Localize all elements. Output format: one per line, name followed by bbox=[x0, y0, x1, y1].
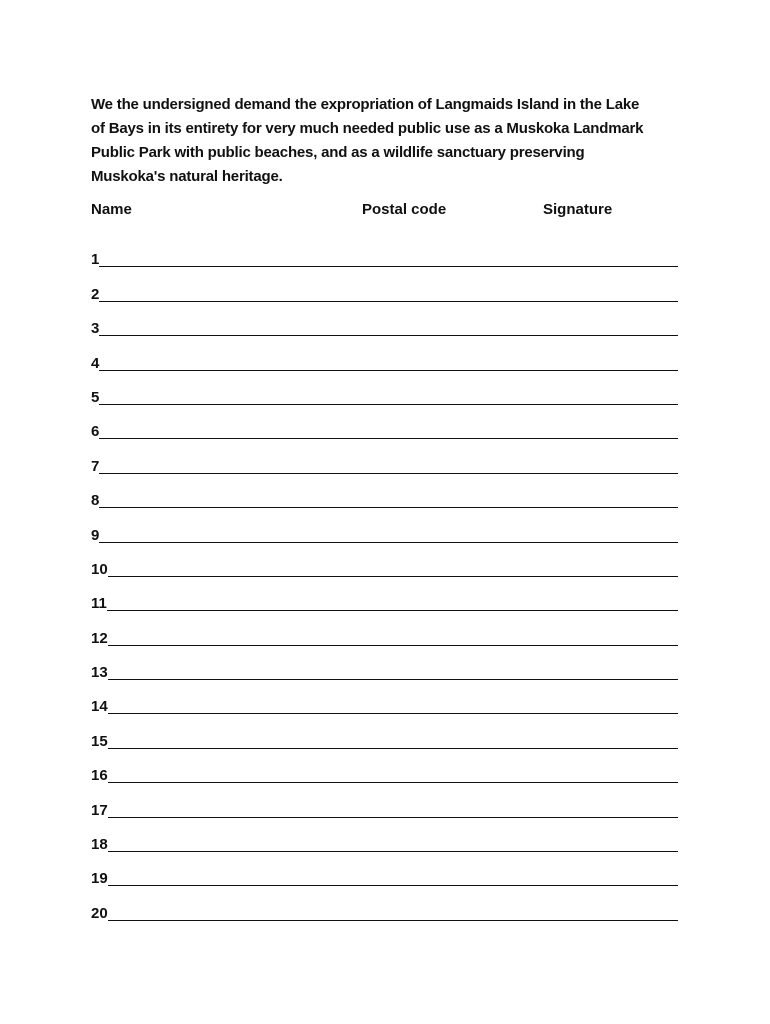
petition-statement-line: Muskoka's natural heritage. bbox=[91, 168, 283, 185]
signature-line-field[interactable] bbox=[107, 594, 678, 611]
signature-line-field[interactable] bbox=[108, 801, 678, 818]
signature-row bbox=[91, 477, 681, 511]
row-number: 4 bbox=[91, 354, 100, 372]
signature-row bbox=[91, 752, 681, 786]
signature-line-field[interactable] bbox=[99, 354, 678, 371]
column-header-name: Name bbox=[91, 201, 132, 218]
signature-row bbox=[91, 683, 681, 717]
signature-row bbox=[91, 305, 681, 339]
signature-line-field[interactable] bbox=[108, 663, 678, 680]
row-number: 10 bbox=[91, 560, 108, 578]
row-number: 1 bbox=[91, 251, 100, 269]
signature-row bbox=[91, 717, 681, 751]
signature-row bbox=[91, 580, 681, 614]
signature-line-field[interactable] bbox=[108, 560, 678, 577]
row-number: 14 bbox=[91, 698, 108, 716]
row-number: 9 bbox=[91, 526, 100, 544]
signature-row bbox=[91, 786, 681, 820]
petition-statement bbox=[91, 93, 691, 189]
row-number: 12 bbox=[91, 629, 108, 647]
signature-line-field[interactable] bbox=[108, 869, 678, 886]
signature-line-field[interactable] bbox=[108, 835, 678, 852]
signature-row bbox=[91, 614, 681, 648]
row-number: 8 bbox=[91, 492, 100, 510]
signature-row bbox=[91, 374, 681, 408]
signature-line-field[interactable] bbox=[108, 732, 678, 749]
row-number: 11 bbox=[91, 595, 107, 613]
row-number: 19 bbox=[91, 870, 108, 888]
signature-row bbox=[91, 855, 681, 889]
row-number: 7 bbox=[91, 457, 100, 475]
signature-row bbox=[91, 408, 681, 442]
signature-rows bbox=[91, 236, 681, 924]
signature-row bbox=[91, 339, 681, 373]
row-number: 16 bbox=[91, 767, 108, 785]
row-number: 18 bbox=[91, 836, 108, 854]
signature-line-field[interactable] bbox=[99, 388, 678, 405]
signature-row bbox=[91, 236, 681, 270]
column-header-signature: Signature bbox=[543, 201, 613, 218]
signature-line-field[interactable] bbox=[99, 491, 678, 508]
signature-line-field[interactable] bbox=[99, 526, 678, 543]
signature-line-field[interactable] bbox=[108, 629, 678, 646]
signature-row bbox=[91, 442, 681, 476]
signature-row bbox=[91, 889, 681, 923]
signature-row bbox=[91, 649, 681, 683]
row-number: 20 bbox=[91, 904, 108, 922]
signature-line-field[interactable] bbox=[108, 697, 678, 714]
signature-line-field[interactable] bbox=[108, 766, 678, 783]
signature-line-field[interactable] bbox=[99, 319, 678, 336]
row-number: 2 bbox=[91, 285, 100, 303]
petition-statement-line: Public Park with public beaches, and as a wildlife sanctuary preserving bbox=[91, 144, 585, 161]
signature-row bbox=[91, 821, 681, 855]
signature-line-field[interactable] bbox=[99, 285, 678, 302]
signature-row bbox=[91, 270, 681, 304]
signature-row bbox=[91, 546, 681, 580]
signature-row bbox=[91, 511, 681, 545]
row-number: 6 bbox=[91, 423, 100, 441]
row-number: 15 bbox=[91, 732, 108, 750]
row-number: 5 bbox=[91, 388, 100, 406]
petition-statement-line: We the undersigned demand the expropriation of Langmaids Island in the Lake bbox=[91, 96, 640, 113]
row-number: 13 bbox=[91, 664, 108, 682]
signature-line-field[interactable] bbox=[99, 457, 678, 474]
row-number: 3 bbox=[91, 320, 100, 338]
signature-line-field[interactable] bbox=[99, 250, 678, 267]
petition-statement-line: of Bays in its entirety for very much needed public use as a Muskoka Landmark bbox=[91, 120, 644, 137]
signature-line-field[interactable] bbox=[99, 422, 678, 439]
column-header-postal-code: Postal code bbox=[362, 201, 447, 218]
row-number: 17 bbox=[91, 801, 108, 819]
signature-line-field[interactable] bbox=[108, 904, 678, 921]
